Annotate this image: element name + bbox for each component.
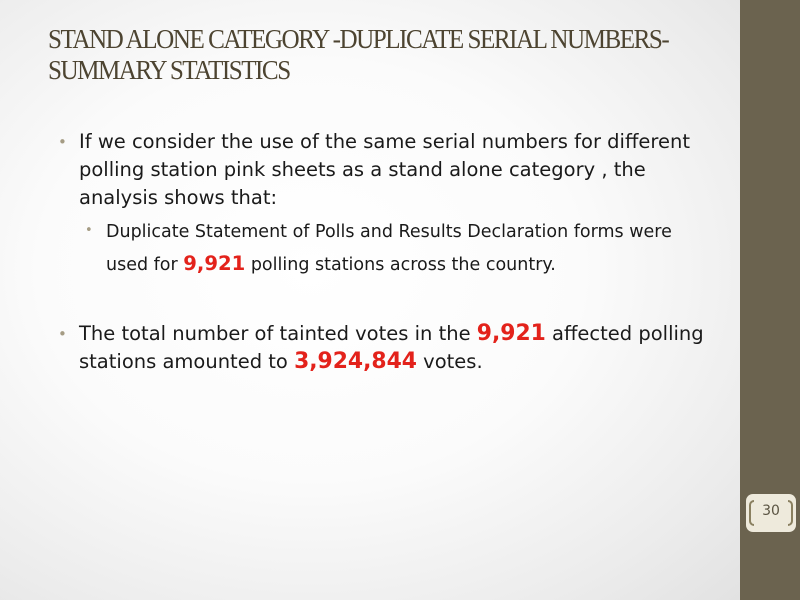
slide-body bbox=[58, 128, 718, 376]
page-number-badge bbox=[746, 494, 796, 532]
slide-title-line-1: STAND ALONE CATEGORY -DUPLICATE SERIAL NUMBERS- bbox=[48, 24, 669, 54]
bullet-2 bbox=[58, 320, 718, 376]
bullet-2-highlight-stations: 9,921 bbox=[476, 321, 546, 346]
bullet-2-text-middle: affected polling stations amounted to bbox=[79, 322, 704, 373]
sub-bullet-1-highlight: 9,921 bbox=[183, 252, 246, 275]
bullet-2-text-before: The total number of tainted votes in the bbox=[79, 322, 477, 345]
page-number: 30 bbox=[762, 503, 780, 519]
slide-title bbox=[48, 24, 671, 86]
bullet-2-text-after: votes. bbox=[416, 350, 483, 373]
bullet-1 bbox=[58, 128, 718, 212]
bullet-2-highlight-votes: 3,924,844 bbox=[294, 349, 417, 374]
bullet-1-text: If we consider the use of the same serial numbers for different polling station pink sheets as a stand alone category , the analysis shows that: bbox=[79, 130, 690, 209]
slide-title-line-2: SUMMARY STATISTICS bbox=[48, 55, 290, 85]
sub-bullet-1-text-after: polling stations across the country. bbox=[245, 255, 556, 275]
sub-bullet-1 bbox=[85, 216, 718, 281]
sub-bullet-1-text-before: Duplicate Statement of Polls and Results Declaration forms were used for bbox=[106, 222, 672, 275]
bullet-dot-icon: • bbox=[85, 223, 93, 238]
bullet-dot-icon: • bbox=[58, 133, 67, 151]
right-bracket-icon bbox=[788, 500, 793, 526]
bullet-dot-icon: • bbox=[58, 325, 67, 343]
